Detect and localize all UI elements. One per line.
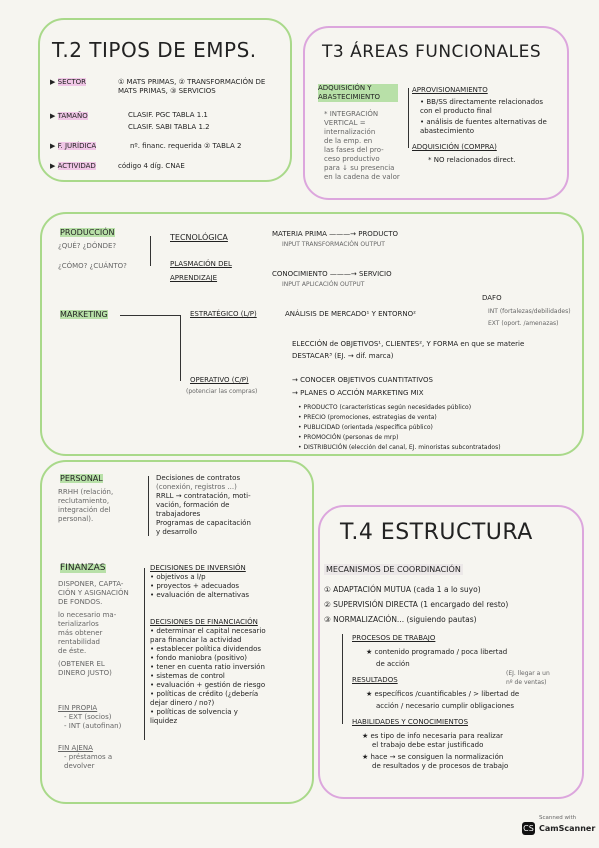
fin-propia-item: - EXT (socios) [64,713,112,721]
t4-habilidades-items [362,732,508,771]
produccion-tecno: TECNOLÓGICA [170,233,228,242]
personal-label: PERSONAL [60,474,103,483]
habilidades-item: ★ hace → se consiguen la normalización [362,753,504,761]
t2-val-tamano-1: CLASIF. PGC TABLA 1.1 [128,111,208,119]
t2-row-sector [50,78,86,87]
personal-item: (conexión, registros ...) [156,483,237,491]
rrhh-line: personal). [58,515,94,523]
mix-item: • PRECIO (promociones, estrategias de venta) [298,414,437,421]
inversion-item: • evaluación de alternativas [150,591,250,599]
finanzas-fin-propia [58,704,121,731]
finanzas-left-line: terializarlos [58,620,99,628]
integ-line: en la cadena de valor [324,173,400,181]
marketing-operativo: OPERATIVO (C/P) [190,376,249,384]
marketing-dafo-int: INT (fortalezas/debilidades) [488,308,571,315]
t3-title: T3 ÁREAS FUNCIONALES [322,42,542,62]
t4-mec-items [324,582,508,627]
finanzas-label: FINANZAS [60,563,106,573]
finanzas-bracket [144,568,145,740]
financ-item: • tener en cuenta ratio inversión [150,663,265,671]
habilidades-item: el trabajo debe estar justificado [372,741,484,749]
mix-item: • PRODUCTO (características según necesidades público) [298,404,472,411]
produccion-con-flow: CONOCIMIENTO ———→ SERVICIO [272,270,392,278]
mix-item: • PROMOCIÓN (personas de mrp) [298,434,399,441]
triangle-bullet-icon: ▶ [50,78,56,86]
personal-item: y desarrollo [156,528,197,536]
inversion-item: • objetivos a l/p [150,573,206,581]
t4-mec-title: MECANISMOS DE COORDINACIÓN [326,565,461,574]
finanzas-financiacion [150,618,266,726]
t2-title: T.2 TIPOS DE EMPS. [52,38,257,62]
personal-bracket [148,476,149,536]
integ-line: las fases del pro- [324,146,384,154]
produccion-q1: ¿QUÉ? ¿DÓNDE? [58,242,117,250]
t2-val-sector: ① MATS PRIMAS, ② TRANSFORMACIÓN DE MATS PRIMAS, ③ SERVICIOS [118,78,266,95]
scanner-brand: CamScanner [539,824,596,833]
financ-item: • políticas de crédito (¿debería [150,690,259,698]
habilidades-item: ★ es tipo de info necesaria para realizar [362,732,503,740]
financ-title: DECISIONES DE FINANCIACIÓN [150,618,258,626]
produccion-plasmacion-1: PLASMACIÓN DEL [170,260,232,268]
t4-resultados-note-2: nº de ventas) [506,679,547,686]
integ-line: * INTEGRACIÓN [324,110,379,118]
finanzas-left-line: DINERO JUSTO) [58,669,112,677]
t3-bracket [408,88,409,148]
t2-row-fjuridica [50,142,96,151]
t2-key-tamano: TAMAÑO [57,112,88,120]
marketing-objetivos: → CONOCER OBJETIVOS CUANTITATIVOS [292,376,433,384]
marketing-operativo-sub: (potenciar las compras) [186,388,258,395]
mix-item: • DISTRIBUCIÓN (elección del canal, EJ. minoristas subcontratados) [298,444,501,451]
financ-item: • determinar el capital necesario [150,627,266,635]
financ-item: • políticas de solvencia y [150,708,238,716]
triangle-bullet-icon: ▶ [50,142,56,150]
finanzas-inversion [150,564,249,600]
personal-item: vación, formación de [156,501,230,509]
marketing-stem [120,315,180,316]
finanzas-fin-ajena [58,744,112,771]
integ-line: VERTICAL = [324,119,366,127]
personal-item: trabajadores [156,510,201,518]
marketing-dafo: DAFO [482,294,502,302]
personal-items [156,474,251,537]
fin-propia-item: - INT (autofinan) [64,722,122,730]
marketing-dafo-ext: EXT (oport. /amenazas) [488,320,559,327]
finanzas-left-line: CIÓN Y ASIGNACIÓN [58,589,129,597]
scanner-caption: Scanned with [539,815,577,821]
personal-item: RRLL → contratación, moti- [156,492,251,500]
marketing-vertical [180,315,181,381]
scanner-watermark [522,814,594,840]
finanzas-left [58,580,129,678]
t3-aprov-title: APROVISIONAMIENTO [412,86,488,94]
mec-item: ③ NORMALIZACIÓN... (siguiendo pautas) [324,615,477,624]
rrhh-line: integración del [58,506,111,514]
t3-adq-title: ADQUISICIÓN (COMPRA) [412,143,497,151]
finanzas-left-line: (OBTENER EL [58,660,105,668]
marketing-eleccion-1: ELECCIÓN de OBJETIVOS¹, CLIENTES², Y FORMA en que se materie [292,340,525,348]
t2-key-sector: SECTOR [57,78,87,86]
produccion-mp-sub: INPUT TRANSFORMACIÓN OUTPUT [282,241,385,248]
t2-key-actividad: ACTIVIDAD [57,162,96,170]
habilidades-item: de resultados y de procesos de trabajo [372,762,509,770]
mec-item: ② SUPERVISIÓN DIRECTA (1 encargado del resto) [324,600,509,609]
fin-propia-title: FIN PROPIA [58,704,98,712]
t4-resultados-item-2: acción / necesario cumplir obligaciones [376,702,514,710]
finanzas-left-line: DE FONDOS. [58,598,103,606]
produccion-q2: ¿CÓMO? ¿CUÁNTO? [58,262,127,270]
triangle-bullet-icon: ▶ [50,162,56,170]
inversion-title: DECISIONES DE INVERSIÓN [150,564,246,572]
financ-item: liquidez [150,717,178,725]
inversion-item: • proyectos + adecuados [150,582,240,590]
marketing-planes: → PLANES O ACCIÓN MARKETING MIX [292,389,424,397]
integ-line: internalización [324,128,376,136]
integ-line: ceso productivo [324,155,380,163]
t3-aprov-item-2: • análisis de fuentes alternativas de abastecimiento [420,118,547,135]
financ-item: • fondo maniobra (positivo) [150,654,247,662]
financ-item: dejar dinero / no?) [150,699,215,707]
marketing-mix [298,404,501,452]
rrhh-line: RRHH (relación, [58,488,114,496]
triangle-bullet-icon: ▶ [50,112,56,120]
mix-item: • PUBLICIDAD (orientada /específica público) [298,424,433,431]
rrhh-line: reclutamiento, [58,497,110,505]
finanzas-left-line: lo necesario ma- [58,611,117,619]
t2-val-fjuridica: nº. financ. requerida ② TABLA 2 [130,142,242,150]
t2-val-actividad: código 4 díg. CNAE [118,162,185,170]
fin-ajena-item: devolver [64,762,95,770]
marketing-analisis: ANÁLISIS DE MERCADO¹ Y ENTORNO² [285,310,416,318]
t4-procesos-item-2: de acción [376,660,410,668]
finanzas-left-line: rentabilidad [58,638,100,646]
t4-title: T.4 ESTRUCTURA [340,520,533,545]
t3-adq-label: ADQUISICIÓN Y ABASTECIMIENTO [318,84,398,102]
t4-resultados-note-1: (EJ. llegar a un [506,670,550,677]
produccion-mp-flow: MATERIA PRIMA ———→ PRODUCTO [272,230,398,238]
t3-aprov-item-1: • BB/SS directamente relacionados con el producto final [420,98,544,115]
personal-rrhh [58,488,113,524]
t4-procesos: PROCESOS DE TRABAJO [352,634,436,642]
produccion-plasmacion-2: APRENDIZAJE [170,274,218,282]
finanzas-left-line: más obtener [58,629,103,637]
produccion-label: PRODUCCIÓN [60,228,115,237]
integ-line: de la emp. en [324,137,373,145]
financ-item: • establecer política dividendos [150,645,261,653]
marketing-eleccion-2: DESTACAR³ (EJ. → dif. marca) [292,352,394,360]
t3-integracion [324,110,400,182]
t4-procesos-item-1: ★ contenido programado / poca libertad [366,648,508,656]
t4-resultados: RESULTADOS [352,676,398,684]
t4-habilidades: HABILIDADES Y CONOCIMIENTOS [352,718,469,726]
marketing-estrategico: ESTRATÉGICO (L/P) [190,310,257,318]
t2-val-tamano-2: CLASIF. SABI TABLA 1.2 [128,123,210,131]
finanzas-left-line: DISPONER, CAPTA- [58,580,124,588]
camscanner-logo-icon: CS [523,824,534,833]
t4-resultados-item-1: ★ específicos /cuantificables / > libertad de [366,690,520,698]
t3-adq-item: * NO relacionados direct. [428,156,516,164]
mec-item: ① ADAPTACIÓN MUTUA (cada 1 a lo suyo) [324,585,481,594]
t4-bracket [342,634,343,724]
t2-row-tamano [50,112,88,121]
finanzas-left-line: de éste. [58,647,87,655]
produccion-bracket [150,236,151,266]
produccion-con-sub: INPUT APLICACIÓN OUTPUT [282,281,365,288]
t2-row-actividad [50,162,96,171]
personal-item: Decisiones de contratos [156,474,241,482]
t2-key-fjuridica: F. JURÍDICA [57,142,97,150]
fin-ajena-title: FIN AJENA [58,744,93,752]
integ-line: para ↓ su presencia [324,164,395,172]
personal-item: Programas de capacitación [156,519,251,527]
marketing-label: MARKETING [60,310,108,319]
financ-item: • sistemas de control [150,672,225,680]
fin-ajena-item: - préstamos a [64,753,113,761]
financ-item: • evaluación + gestión de riesgo [150,681,266,689]
financ-item: para financiar la actividad [150,636,242,644]
